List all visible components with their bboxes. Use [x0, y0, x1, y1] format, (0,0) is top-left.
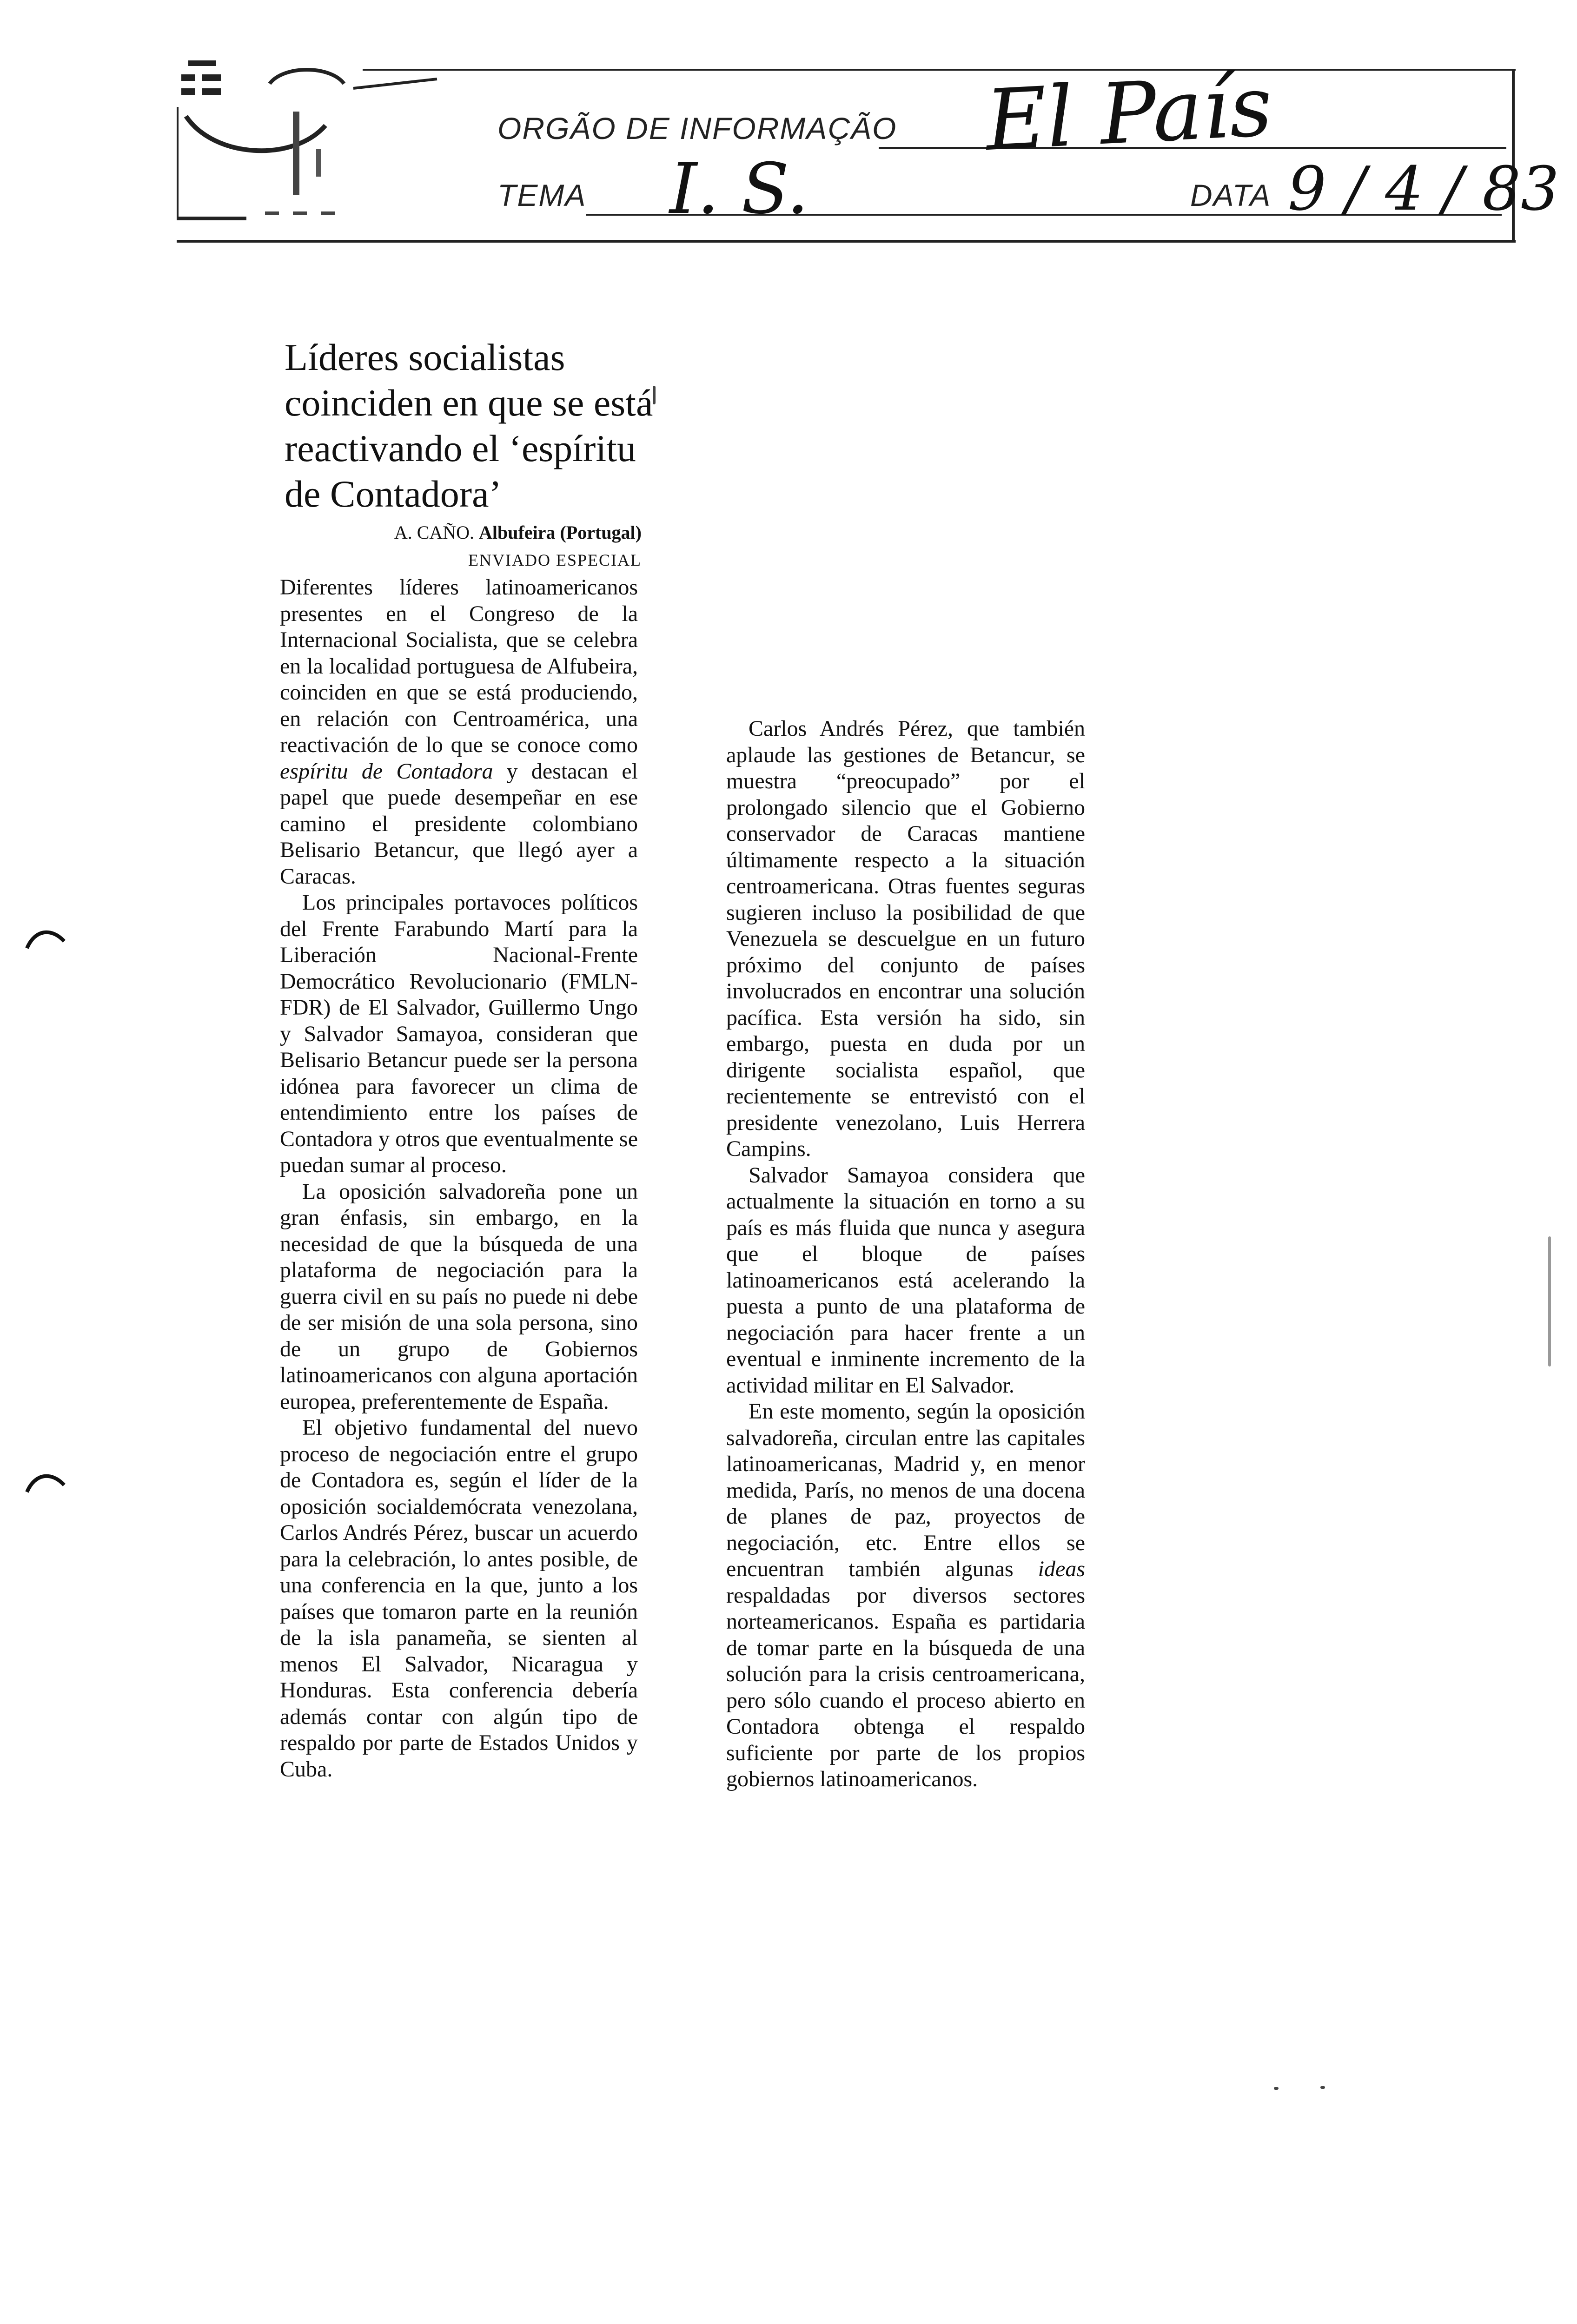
paragraph: Carlos Andrés Pérez, que también aplaude las gestiones de Betancur, se muestra “preocupado” por el prolongado silencio que el Gobierno conservador de Caracas mantiene últimamente respecto a la situación centroamericana. Otras fuentes seguras sugieren incluso la posibilidad de que Venezuela se descuelgue en un futuro próximo del conjunto de países involucrados en encontrar una solución pacífica. Esta versión ha sido, sin embargo, puesta en duda por un dirigente socialista español, que recientemente se entrevistó con el presidente venezolano, Luis Herrera Campins.	[726, 716, 1085, 1161]
paragraph: Diferentes líderes latinoamericanos presentes en el Congreso de la Internacional Socialista, que se celebra en la localidad portuguesa de Alfubeira, coinciden en que se está produciendo, en relación con Centroamérica, una reactivación de lo que se conoce como espíritu de Contadora y destacan el papel que puede desempeñar en ese camino el presidente colombiano Belisario Betancur, que llegó ayer a Caracas.	[280, 575, 638, 889]
byline-place: Albufeira (Portugal)	[479, 522, 642, 543]
scan-speck	[1548, 1236, 1551, 1367]
article-column-2	[726, 716, 1085, 1793]
tema-handwritten: I. S.	[669, 149, 809, 230]
article-headline: Líderes socialistas coinciden en que se está reactivando el ‘espíritu de Contadora’	[285, 336, 653, 515]
paragraph: Salvador Samayoa considera que actualmente la situación en torno a su país es más fluida que nunca y asegura que el bloque de países latinoamericanos está acelerando la puesta a punto de una plataforma de negociación para hacer frente a un eventual e inminente incremento de la actividad militar en El Salvador.	[726, 1162, 1085, 1398]
data-handwritten: 9 / 4 / 83	[1288, 153, 1559, 224]
article-byline	[279, 521, 642, 545]
data-label: DATA	[1190, 178, 1272, 212]
byline-role: ENVIADO ESPECIAL	[468, 551, 642, 569]
organ-handwritten: El País	[983, 58, 1275, 170]
tema-label: TEMA	[497, 178, 587, 212]
byline-author: A. CAÑO.	[394, 522, 475, 543]
scan-speck	[1274, 2087, 1279, 2090]
scan-speck	[1320, 2086, 1325, 2089]
scan-speck	[653, 386, 656, 404]
binder-hole-icon	[23, 925, 70, 953]
article-column-1	[280, 574, 638, 1783]
organ-label: ORGÃO DE INFORMAÇÃO	[497, 111, 897, 145]
paragraph: En este momento, según la oposición salvadoreña, circulan entre las capitales latinoamericanas, Madrid y, en menor medida, París, no menos de una docena de planes de paz, proyectos de negociación, etc. Entre ellos se encuentran también algunas ideas respaldadas por diversos sectores norteamericanos. España es partidaria de tomar parte en la búsqueda de una solución para la crisis centroamericana, pero sólo cuando el proceso abierto en Contadora obtenga el respaldo suficiente por parte de los propios gobiernos latinoamericanos.	[726, 1399, 1085, 1791]
paragraph: La oposición salvadoreña pone un gran énfasis, sin embargo, en la necesidad de que la búsqueda de una plataforma de negociación para la guerra civil en su país no puede ni debe de ser misión de una sola persona, sino de un grupo de Gobiernos latinoamericanos con alguna aportación europea, preferentemente de España.	[280, 1179, 638, 1414]
paragraph: El objetivo fundamental del nuevo proceso de negociación entre el grupo de Contadora es, según el líder de la oposición socialdemócrata venezolana, Carlos Andrés Pérez, buscar un acuerdo para la celebración, lo antes posible, de una conferencia en la que, junto a los países que tomaron parte en la reunión de la isla panameña, se sienten al menos El Salvador, Nicaragua y Honduras. Esta conferencia debería además contar con algún tipo de respaldo por parte de Estados Unidos y Cuba.	[280, 1415, 638, 1782]
paragraph: Los principales portavoces políticos del Frente Farabundo Martí para la Liberación Nacional-Frente Democrático Revolucionario (FMLN-FDR) de El Salvador, Guillermo Ungo y Salvador Samayoa, consideran que Belisario Betancur puede ser la persona idónea para favorecer un clima de entendimiento entre los países de Contadora y otros que eventualmente se puedan sumar al proceso.	[280, 890, 638, 1177]
binder-hole-icon	[23, 1469, 70, 1497]
